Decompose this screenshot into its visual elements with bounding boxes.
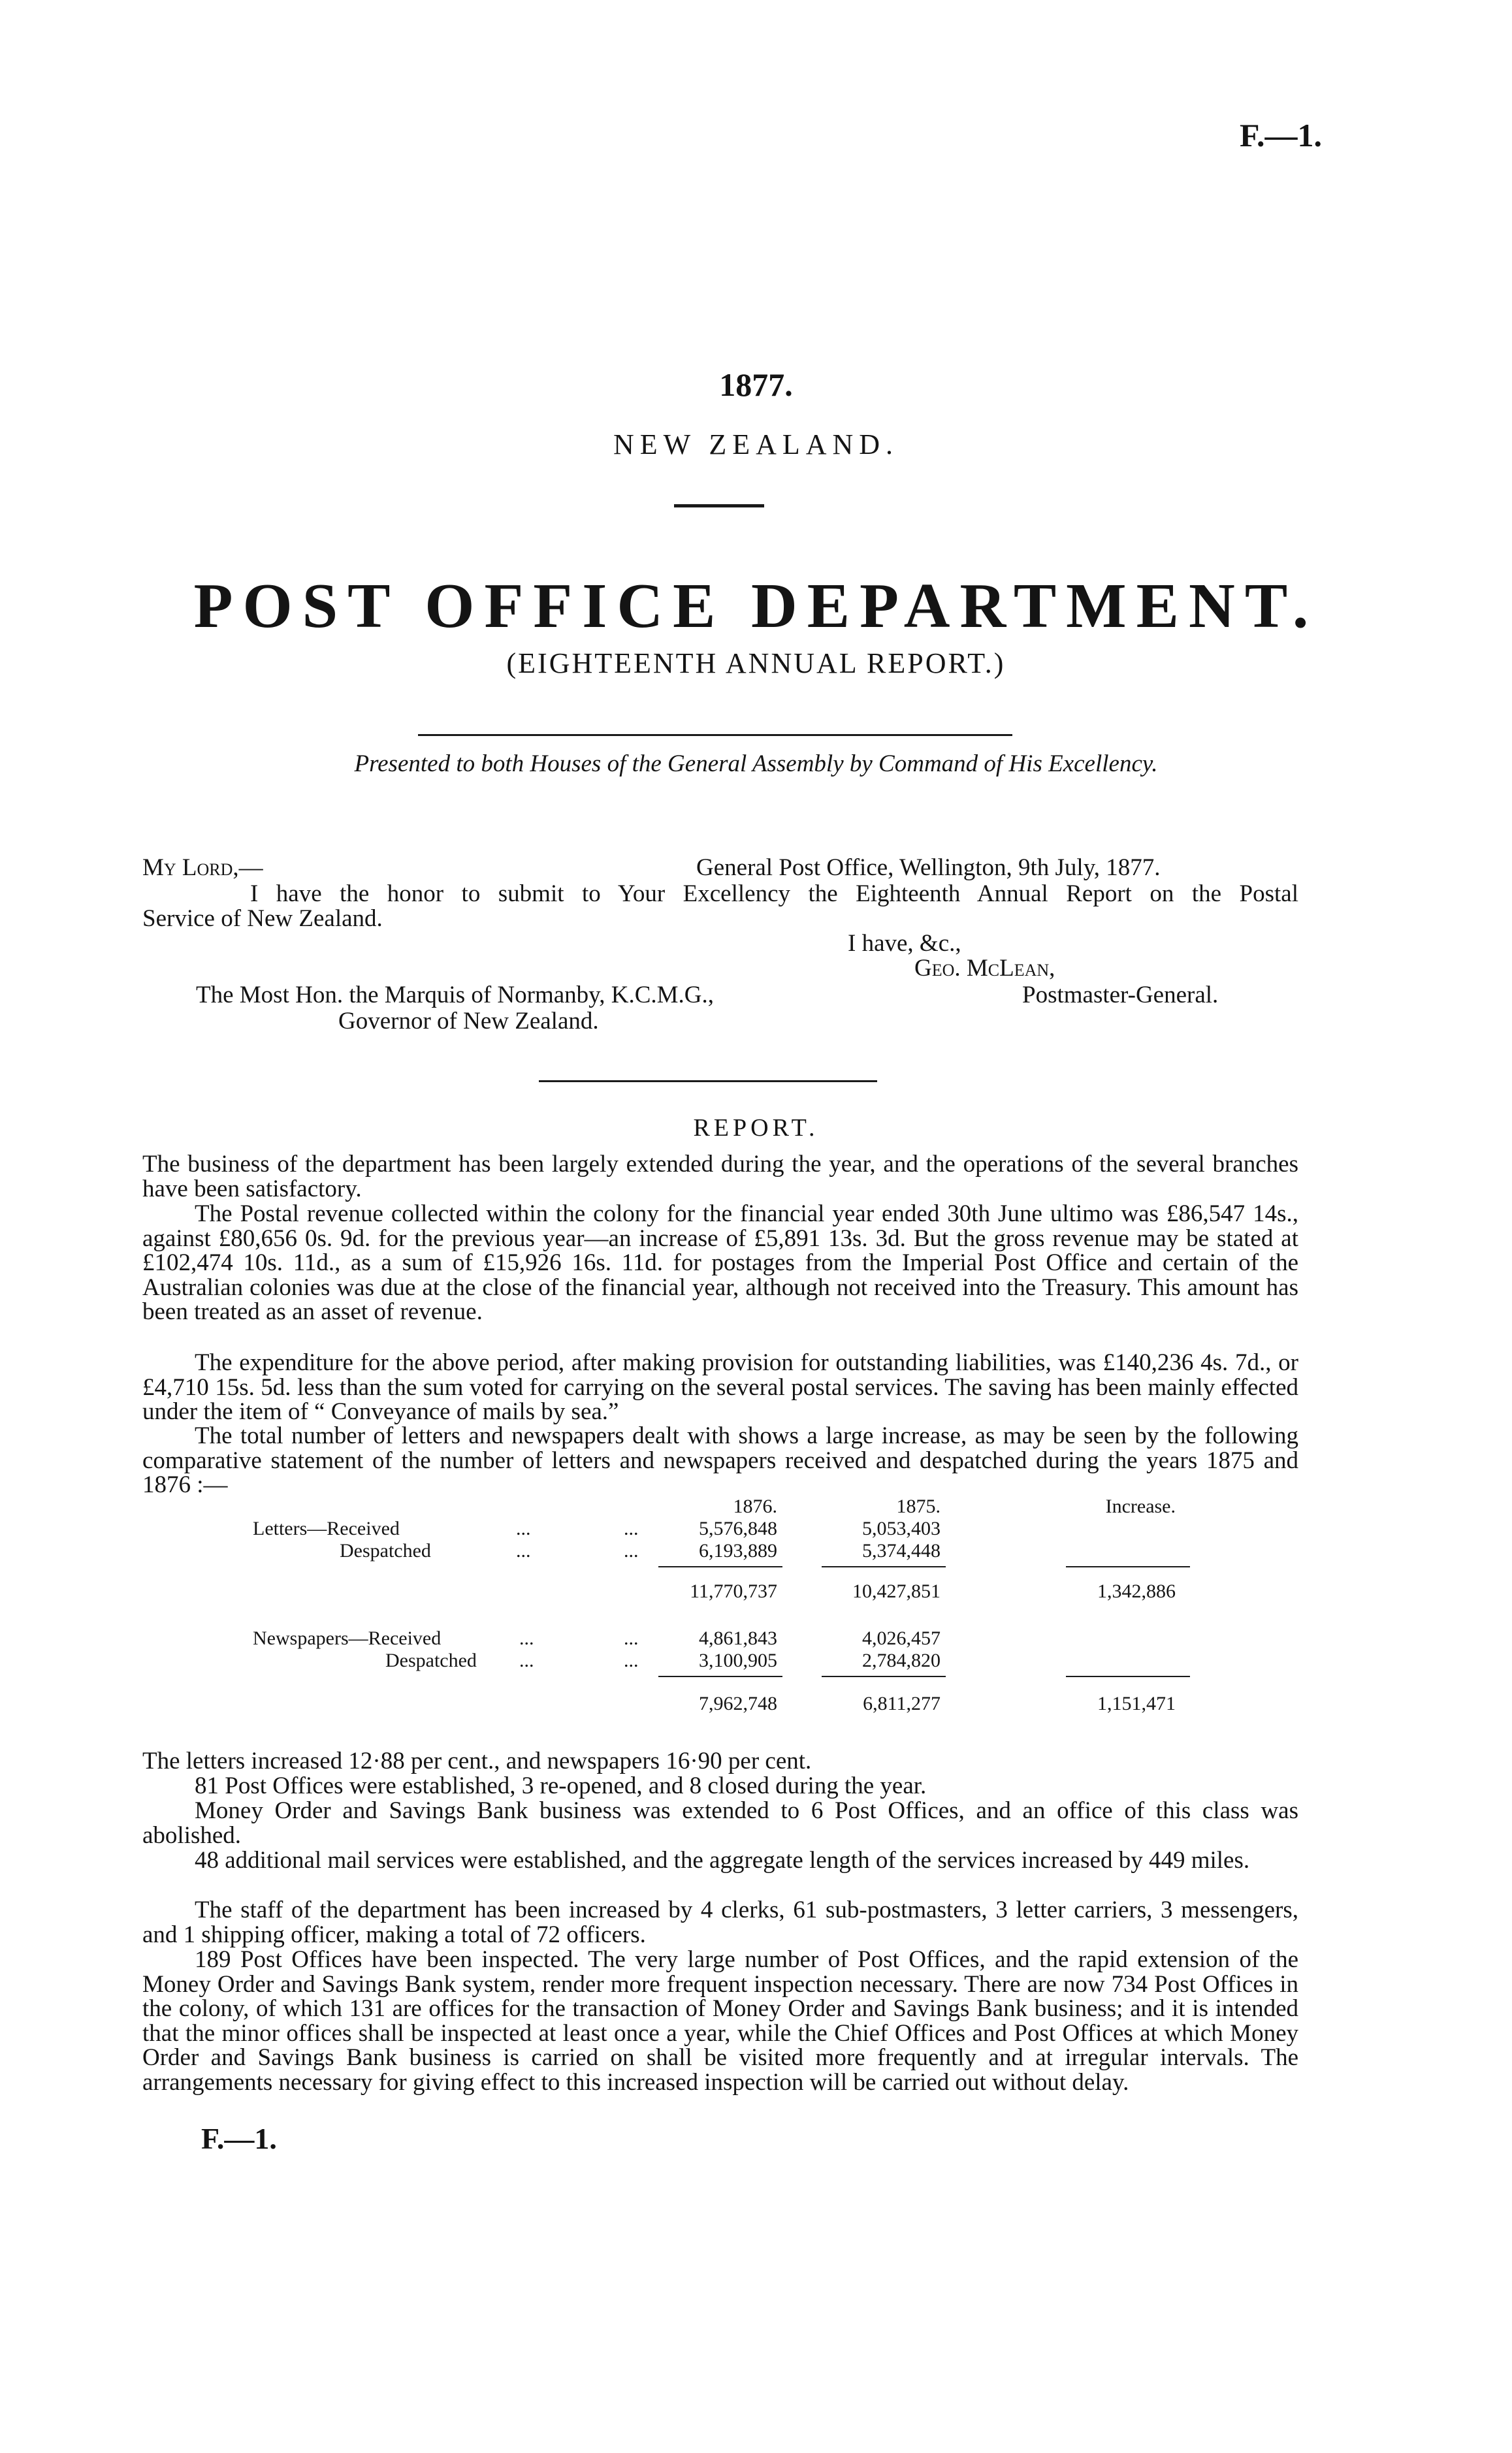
report-paragraph-2: The Postal revenue collected within the colony for the financial year ended 30th June ultimo was £86,547 14s., against £80,656 0s. 9d. for the previous year—an increase of £5,891 13s. 3d. But the gross revenue may be stated at £102,474 10s. 11d., as a sum of £15,926 16s. 11d. for postages from the Imperial Post Office and certain of the Australian colonies was due at the close of the financial year, although not received into the Treasury. This amount has been treated as an asset of revenue. — [142, 1200, 1298, 1325]
page-reference-top: F.—1. — [1240, 117, 1322, 153]
sum-rule — [1066, 1566, 1190, 1567]
col-header-increase: Increase. — [1105, 1496, 1176, 1517]
letter-salutation: My Lord,— — [142, 854, 263, 881]
table-cell: 10,427,851 — [852, 1580, 941, 1602]
summary-paragraph-2: 81 Post Offices were established, 3 re-opened, and 8 closed during the year. — [195, 1772, 927, 1799]
table-cell: 5,053,403 — [862, 1518, 941, 1539]
summary-paragraph-3: Money Order and Savings Bank business was extended to 6 Post Offices, and an office of this class was abolished. — [142, 1797, 1298, 1849]
report-paragraph-4: The total number of letters and newspapers dealt with shows a large increase, as may be seen by the following comparative statement of the number of letters and newspapers received and despatched during the years 1875 and 1876 :— — [142, 1422, 1298, 1498]
sum-rule — [822, 1566, 946, 1567]
summary-paragraph-5: The staff of the department has been increased by 4 clerks, 61 sub-postmasters, 3 letter carriers, 3 messengers, and 1 shipping officer, making a total of 72 officers. — [142, 1897, 1298, 1948]
report-heading: REPORT. — [693, 1114, 819, 1142]
col-header-1876: 1876. — [733, 1496, 777, 1517]
row-dots: ... — [624, 1650, 639, 1671]
table-cell: 1,151,471 — [1097, 1693, 1176, 1714]
letter-signatory-title: Postmaster-General. — [1022, 982, 1219, 1008]
row-dots: ... — [624, 1540, 639, 1562]
row-dots: ... — [624, 1518, 639, 1539]
row-dots: ... — [516, 1540, 531, 1562]
row-label-newspapers-received: Newspapers—Received — [253, 1627, 442, 1649]
table-cell: 11,770,737 — [690, 1580, 777, 1602]
row-dots: ... — [519, 1627, 534, 1649]
table-cell: 3,100,905 — [699, 1650, 777, 1671]
table-cell: 4,026,457 — [862, 1627, 941, 1649]
document-subtitle: (EIGHTEENTH ANNUAL REPORT.) — [506, 647, 1006, 679]
letter-place-date: General Post Office, Wellington, 9th July, 1877. — [696, 854, 1161, 881]
sum-rule — [658, 1676, 782, 1677]
table-cell: 2,784,820 — [862, 1650, 941, 1671]
letter-signature: Geo. McLean, — [914, 955, 1055, 982]
letter-line-1: I have the honor to submit to Your Excellency the Eighteenth Annual Report on the Postal — [250, 880, 1298, 907]
summary-paragraph-1: The letters increased 12·88 per cent., and newspapers 16·90 per cent. — [142, 1748, 812, 1774]
summary-paragraph-6: 189 Post Offices have been inspected. The very large number of Post Offices, and the rapid extension of the Money Order and Savings Bank system, render more frequent inspection necessary. There are now 734 Post Offices in the colony, of which 131 are offices for the transaction of Money Order and Savings Bank business; and it is intended that the minor offices shall be inspected at least once a year, while the Chief Offices and Post Offices at which Money Order and Savings Bank business is carried on shall be visited more frequently and at irregular intervals. The arrangements necessary for giving effect to this increased inspection will be carried out without delay. — [142, 1946, 1298, 2096]
report-paragraph-3: The expenditure for the above period, after making provision for outstanding liabilities, was £140,236 4s. 7d., or £4,710 15s. 5d. less than the sum voted for carrying on the several postal services. The saving has been mainly effected under the item of “ Conveyance of mails by sea.” — [142, 1349, 1298, 1425]
summary-paragraph-4: 48 additional mail services were established, and the aggregate length of the services increased by 449 miles. — [195, 1847, 1250, 1874]
letter-line-2: Service of New Zealand. — [142, 905, 383, 932]
document-year: 1877. — [719, 366, 793, 403]
table-cell: 5,374,448 — [862, 1540, 941, 1562]
table-cell: 7,962,748 — [699, 1693, 777, 1714]
sum-rule — [1066, 1676, 1190, 1677]
presented-line: Presented to both Houses of the General Assembly by Command of His Excellency. — [354, 750, 1158, 777]
document-title: POST OFFICE DEPARTMENT. — [193, 571, 1319, 641]
report-paragraph-1: The business of the department has been largely extended during the year, and the operations of the several branches have been satisfactory. — [142, 1151, 1298, 1202]
row-dots: ... — [624, 1627, 639, 1649]
country-heading: NEW ZEALAND. — [613, 428, 899, 460]
table-cell: 6,811,277 — [863, 1693, 941, 1714]
letter-addressee: The Most Hon. the Marquis of Normanby, K.C.M.G., — [196, 982, 715, 1008]
col-header-1875: 1875. — [896, 1496, 941, 1517]
page-reference-bottom: F.—1. — [201, 2122, 277, 2155]
divider-report — [539, 1080, 877, 1082]
sum-rule — [822, 1676, 946, 1677]
row-label-newspapers-despatched: Despatched — [385, 1650, 477, 1671]
row-label-letters-despatched: Despatched — [340, 1540, 431, 1562]
row-dots: ... — [516, 1518, 531, 1539]
table-cell: 4,861,843 — [699, 1627, 777, 1649]
row-dots: ... — [519, 1650, 534, 1671]
divider-short — [674, 504, 764, 507]
row-label-letters-received: Letters—Received — [253, 1518, 400, 1539]
divider-long — [418, 734, 1012, 736]
letter-closing: I have, &c., — [848, 930, 961, 957]
table-cell: 5,576,848 — [699, 1518, 777, 1539]
table-cell: 1,342,886 — [1097, 1580, 1176, 1602]
letter-addressee-title: Governor of New Zealand. — [338, 1008, 599, 1034]
sum-rule — [658, 1566, 782, 1567]
table-cell: 6,193,889 — [699, 1540, 777, 1562]
